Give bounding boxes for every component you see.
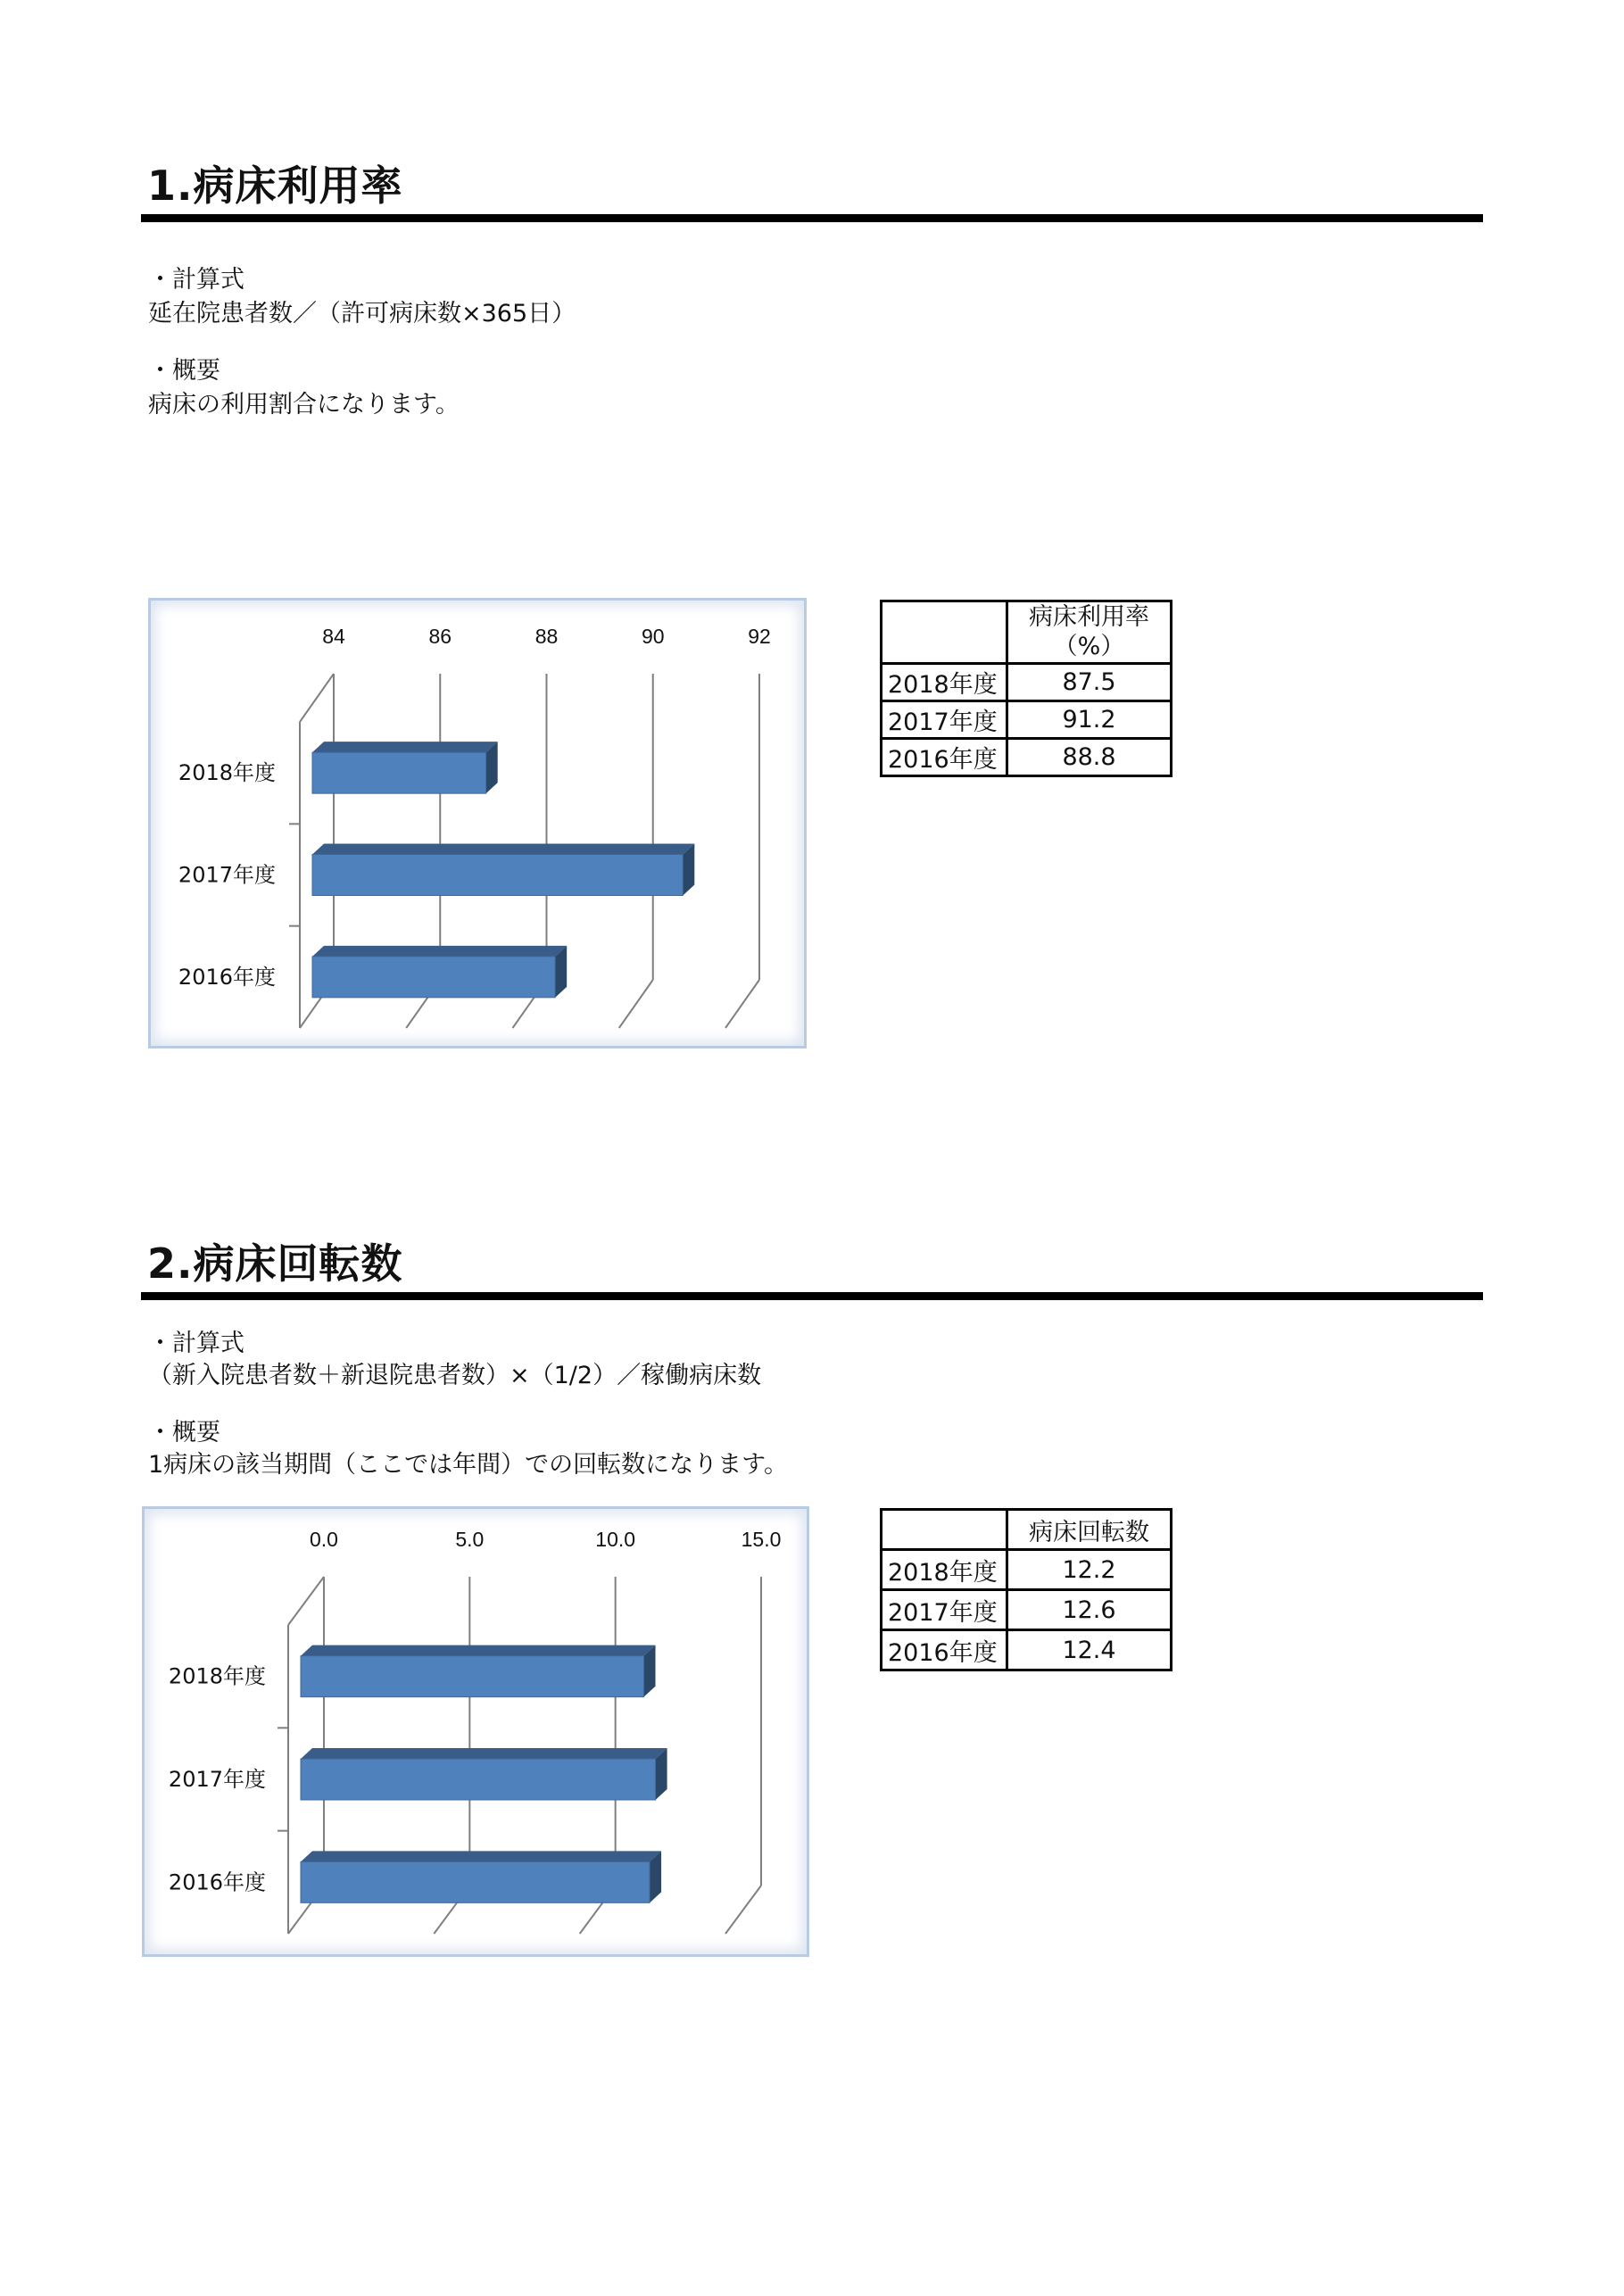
table-row — [882, 701, 1172, 739]
bar — [301, 1748, 667, 1800]
bar — [301, 1851, 661, 1902]
table-row — [882, 664, 1172, 701]
formula-label: ・計算式 — [148, 266, 244, 294]
category-label: 2016年度 — [168, 1869, 266, 1895]
bar-top-face — [312, 946, 567, 957]
bed-utilization-table — [880, 600, 1172, 777]
formula-text: （新入院患者数＋新退院患者数）×（1/2）／稼働病床数 — [148, 1362, 762, 1389]
category-label: 2018年度 — [168, 1663, 266, 1689]
bar-front-face — [301, 1861, 650, 1902]
formula-text: 延在院患者数／（許可病床数×365日） — [148, 300, 576, 327]
table-header-corner — [882, 601, 1007, 664]
row-year: 2018年度 — [882, 1550, 1007, 1590]
table-header-corner — [882, 1510, 1007, 1550]
title-rule — [141, 1292, 1483, 1300]
bar-front-face — [312, 855, 683, 896]
summary-label: ・概要 — [148, 1419, 220, 1446]
tick-label: 10.0 — [595, 1528, 636, 1551]
bed-utilization-chart-svg — [151, 601, 809, 1051]
bar — [301, 1645, 656, 1697]
row-value: 87.5 — [1007, 664, 1172, 701]
bar-top-face — [301, 1851, 661, 1861]
header-line-unit: （%） — [1053, 632, 1125, 660]
table-header-value: 病床回転数 — [1007, 1510, 1172, 1550]
floor-gridline — [725, 1886, 761, 1934]
header-line-name: 病床利用率 — [1029, 603, 1149, 632]
summary-label: ・概要 — [148, 357, 220, 385]
tick-label: 86 — [428, 625, 452, 648]
bar-front-face — [312, 957, 555, 998]
summary-text: 病床の利用割合になります。 — [148, 391, 460, 419]
tick-label: 84 — [322, 625, 345, 648]
row-year: 2016年度 — [882, 739, 1007, 776]
table-row — [882, 1550, 1172, 1590]
tick-label: 88 — [534, 625, 559, 648]
section-title: 1.病床利用率 — [147, 162, 403, 210]
table-header-value — [1007, 601, 1172, 664]
row-year: 2017年度 — [882, 701, 1007, 739]
table-header-row — [882, 601, 1172, 664]
tick-label: 90 — [641, 625, 665, 648]
row-year: 2016年度 — [882, 1630, 1007, 1670]
category-label: 2018年度 — [178, 760, 276, 786]
row-value: 12.2 — [1007, 1550, 1172, 1590]
bed-turnover-chart-svg — [145, 1509, 812, 1960]
bar — [312, 844, 694, 896]
row-year: 2018年度 — [882, 664, 1007, 701]
floor-gridline — [725, 980, 759, 1028]
row-value: 12.6 — [1007, 1590, 1172, 1630]
bed-turnover-chart — [142, 1506, 809, 1957]
row-value: 91.2 — [1007, 701, 1172, 739]
side-wall-top-edge — [288, 1577, 324, 1625]
row-value: 88.8 — [1007, 739, 1172, 776]
bar-front-face — [301, 1759, 656, 1800]
category-label: 2016年度 — [178, 964, 276, 990]
bar — [312, 946, 567, 998]
bar-top-face — [301, 1748, 667, 1759]
side-wall-top-edge — [300, 674, 334, 722]
bar-top-face — [312, 844, 694, 855]
bar — [312, 742, 498, 793]
bar-front-face — [301, 1656, 644, 1697]
formula-label: ・計算式 — [148, 1330, 244, 1357]
tick-label: 0.0 — [310, 1528, 338, 1551]
summary-text: 1病床の該当期間（ここでは年間）での回転数になります。 — [148, 1451, 789, 1479]
row-value: 12.4 — [1007, 1630, 1172, 1670]
tick-label: 92 — [748, 625, 771, 648]
tick-label: 15.0 — [741, 1528, 782, 1551]
bed-turnover-table — [880, 1508, 1172, 1671]
table-row — [882, 1630, 1172, 1670]
table-row — [882, 739, 1172, 776]
bar-front-face — [312, 752, 486, 793]
floor-gridline — [619, 980, 653, 1028]
bar-top-face — [312, 742, 498, 752]
title-rule — [141, 214, 1483, 222]
row-year: 2017年度 — [882, 1590, 1007, 1630]
tick-label: 5.0 — [455, 1528, 485, 1551]
table-row — [882, 1590, 1172, 1630]
bar-top-face — [301, 1645, 656, 1656]
table-header-row — [882, 1510, 1172, 1550]
bed-utilization-chart — [148, 598, 807, 1049]
category-label: 2017年度 — [178, 862, 276, 888]
category-label: 2017年度 — [168, 1767, 266, 1792]
section-title: 2.病床回転数 — [147, 1239, 403, 1288]
